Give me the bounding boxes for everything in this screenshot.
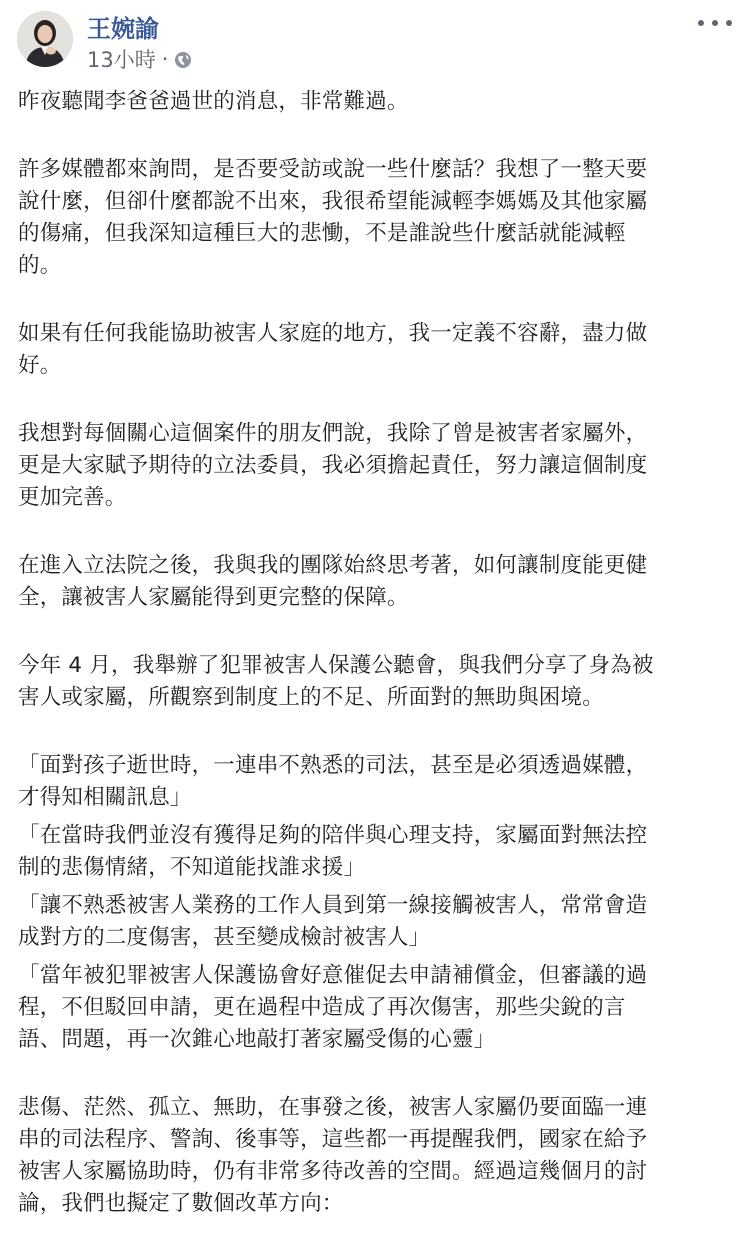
post-quote: 「在當時我們並沒有獲得足夠的陪伴與心理支持，家屬面對無法控 制的悲傷情緒，不知道能找誰求援」	[18, 823, 648, 880]
post-quote: 「當年被犯罪被害人保護協會好意催促去申請補償金，但審議的過 程，不但駁回申請，更在過程中造成了再次傷害，那些尖銳的言 語、問題，再一次錐心地敲打著家屬受傷的心靈」	[18, 963, 648, 1052]
post-body	[18, 86, 723, 1256]
meta-separator: ·	[161, 47, 169, 71]
post-quote: 「讓不熟悉被害人業務的工作人員到第一線接觸被害人，常常會造 成對方的二度傷害，甚至變成檢討被害人」	[18, 893, 648, 950]
author-avatar[interactable]	[17, 11, 73, 67]
post-paragraph: 我想對每個關心這個案件的朋友們說，我除了曾是被害者家屬外， 更是大家賦予期待的立法委員，我必須擔起責任，努力讓這個制度 更加完善。	[18, 421, 648, 510]
post-paragraph: 在進入立法院之後，我與我的團隊始終思考著，如何讓制度能更健 全，讓被害人家屬能得到更完整的保障。	[18, 553, 648, 610]
avatar-portrait	[17, 11, 73, 67]
post-paragraph: 昨夜聽聞李爸爸過世的消息，非常難過。	[18, 89, 409, 114]
post-paragraph: 許多媒體都來詢問，是否要受訪或說一些什麼話？我想了一整天要 說什麼，但卻什麼都說不出來，我很希望能減輕李媽媽及其他家屬 的傷痛，但我深知這種巨大的悲慟，不是誰說些什麼話就能減輕 的。	[18, 157, 648, 278]
post-meta	[87, 45, 192, 73]
more-dot	[726, 20, 732, 26]
post-paragraph: 如果有任何我能協助被害人家庭的地方，我一定義不容辭，盡力做 好。	[18, 321, 648, 378]
more-dot	[698, 20, 704, 26]
globe-icon[interactable]	[174, 50, 192, 68]
more-dot	[712, 20, 718, 26]
more-options-icon[interactable]	[698, 14, 732, 32]
post-paragraph: 今年 4 月，我舉辦了犯罪被害人保護公聽會，與我們分享了身為被 害人或家屬，所觀察到制度上的不足、所面對的無助與困境。	[18, 653, 654, 710]
author-name[interactable]: 王婉諭	[87, 15, 159, 43]
post-quote: 「面對孩子逝世時，一連串不熟悉的司法，甚至是必須透過媒體， 才得知相關訊息」	[18, 753, 648, 810]
post-closing-paragraph: 悲傷、茫然、孤立、無助，在事發之後，被害人家屬仍要面臨一連 串的司法程序、警詢、後事等，這些都一再提醒我們，國家在給予 被害人家屬協助時，仍有非常多待改善的空間。經過這幾個月的討 論，我們也擬定了數個改革方向：	[18, 1095, 648, 1216]
post-header	[0, 0, 738, 80]
post-timestamp[interactable]: 13小時	[87, 48, 156, 72]
